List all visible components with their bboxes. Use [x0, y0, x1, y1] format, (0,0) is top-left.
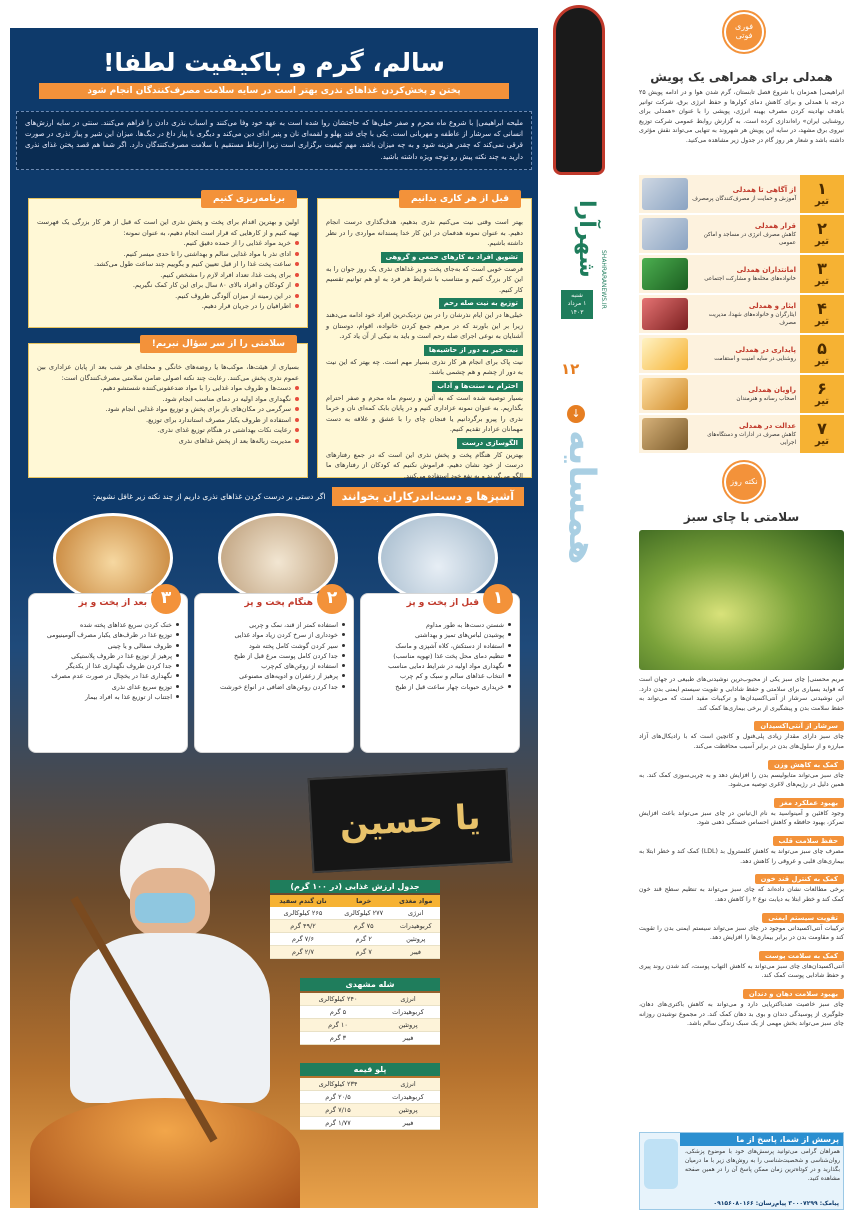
table-row	[270, 946, 440, 959]
list-item	[639, 215, 844, 254]
photo-handwashing	[378, 513, 498, 603]
cooking-pot	[30, 1098, 300, 1208]
list-item: تنظیم دمای محل پخت غذا (تهویه مناسب)	[369, 651, 511, 661]
day-number: ۵	[817, 339, 827, 358]
article2-section	[639, 713, 844, 751]
section-text: چای سبز دارای مقدار زیادی پلی‌فنول و کاتچین است که با رادیکال‌های آزاد مبارزه و از سلول‌های بدن در برابر آسیب محافظت می‌کند.	[639, 733, 844, 751]
tir-number	[800, 255, 844, 293]
table-cell: ۳ گرم	[300, 1032, 376, 1045]
table-header: خرما	[336, 895, 391, 907]
article2-section	[639, 752, 844, 790]
table-header: نان گندم سفید	[270, 895, 336, 907]
tir-body	[688, 263, 800, 285]
panel-plan	[28, 194, 308, 328]
table-cell: ۱/۷۷ گرم	[300, 1117, 376, 1130]
table-cell: ۲۶۵ کیلوکالری	[270, 907, 336, 920]
day-number: ۶	[817, 379, 827, 398]
page-title: سالم، گرم و باکیفیت لطفا!	[103, 48, 445, 77]
table-title: شله مشهدی	[300, 978, 440, 991]
month: تیر	[814, 196, 830, 207]
masthead-strip	[547, 0, 612, 1220]
panel-before-s1: تشویق افراد به کارهای جمعی و گروهی	[381, 252, 523, 263]
table-cell: ۵ گرم	[300, 1006, 376, 1019]
page-number: ۱۲	[561, 360, 580, 378]
tir-heading: امانتداران همدلی	[736, 265, 796, 274]
tir-list	[639, 175, 844, 455]
table-cell: پروتئین	[376, 1104, 440, 1117]
weekday: شنبه	[571, 292, 583, 299]
tir-desc: خانواده‌های محله‌ها و مشارکت اجتماعی	[704, 276, 796, 283]
tir-number	[800, 415, 844, 453]
tir-heading: ایثار و همدلی	[748, 301, 796, 310]
chef-subtitle: اگر دستی بر درست کردن غذاهای نذری داریم از چند نکته زیر غافل نشویم:	[92, 492, 326, 501]
panel-health	[28, 339, 308, 478]
tir-desc: ایثارگران و خانواده‌های شهدا، مدیریت مصرف	[708, 311, 796, 327]
list-item: اطرافیان را در جریان قرار دهیم.	[37, 301, 299, 312]
tir-body	[688, 299, 800, 329]
list-item: اجتناب از توزیع غذا به افراد بیمار	[37, 692, 179, 702]
tir-desc: آموزش و حمایت از مصرف‌کنندگان پرمصرف	[692, 196, 796, 203]
table-title: جدول ارزش غذایی (در ۱۰۰ گرم)	[270, 880, 440, 893]
table-row	[300, 1104, 440, 1117]
intro-paragraph: ملیحه ابراهیمی| با شروع ماه محرم و صفر خیلی‌ها که حاجتشان روا شده است به عهد خود وفا می‌کنند و اسباب نذری دادن را فراهم می‌کنند. سنتی در سایه ارزش‌های انسانی که سرشار از عاطفه و مهربانی است. یکی با چای قند پهلو و لقمه‌ای نان و پنیر ادای دین می‌کند و دیگری با پیاز داغ در دیگ‌ها. میزان این شیر و پیاز نذری در صورت قرقی نمی‌کند که چقدر هزینه شود و به چه میزان باشد. مهم کیفیت برگزاری است زیرا ارتباط مستقیم با سلامت مصرف‌کنندگان دارد. اگر شما هم قصد پختن غذای نذری دارید به چند نکته پیش رو توجه ویژه داشته باشید.	[16, 111, 532, 170]
table-cell: ۷/۱۵ گرم	[300, 1104, 376, 1117]
table-cell: ۲۴۰ کیلوکالری	[300, 993, 376, 1006]
list-item	[639, 175, 844, 214]
tir-number	[800, 295, 844, 333]
section-text: چای سبز می‌تواند متابولیسم بدن را افزایش دهد و به چربی‌سوزی کمک کند. به همین دلیل در رژیم‌های لاغری توصیه می‌شود.	[639, 771, 844, 789]
table-row	[300, 1019, 440, 1032]
tir-number	[800, 175, 844, 213]
section-text: مصرف چای سبز می‌تواند به کاهش کلسترول بد (LDL) کمک کند و خطر ابتلا به بیماری‌های قلبی و عروقی را کاهش دهد.	[639, 848, 844, 865]
article2-intro: مریم محسنی| چای سبز یکی از محبوب‌ترین نوشیدنی‌های طبیعی در جهان است که فواید بسیاری برای سلامتی و حفظ شادابی و تقویت سیستم ایمنی بدن دارد. این نوشیدنی سرشار از آنتی‌اکسیدان‌ها و ترکیبات مفید است که می‌تواند به حفظ سلامت بدن و پیشگیری از برخی بیماری‌ها کمک کند.	[639, 676, 844, 712]
chef-title: آشپزها و دست‌اندرکاران بخوانند	[332, 487, 524, 506]
stage-title: بعد از پخت و پز	[78, 598, 147, 608]
panel-before-p1: بهتر است وقتی نیت می‌کنیم نذری بدهیم، هدف‌گذاری درست انجام دهیم. به عنوان نمونه هدفمان در این کار خدا پسندانه مواردی را در نظر داشته باشیم.	[326, 218, 523, 248]
muharram-emblem	[553, 5, 605, 175]
ask-box	[639, 1132, 844, 1210]
table-row	[270, 920, 440, 933]
chef-heading	[24, 487, 524, 506]
panel-before-p3: خیلی‌ها در این ایام نذرشان را در بین نزدیک‌ترین افراد خود ادامه می‌دهند زیرا بر این باورند که در مرهم جمع کردن خانواده، اقوام، دوستان و آشنایان به نوعی اجرای صله رحم است و باید به نیکی از آن یاد کرد.	[326, 311, 523, 341]
table-cell: پروتئین	[376, 1019, 440, 1032]
panel-plan-title: برنامه‌ریزی کنیم	[201, 190, 297, 208]
list-item: شستن دست‌ها به طور مداوم	[369, 620, 511, 630]
table-row	[300, 1078, 440, 1091]
table-cell: کربوهیدرات	[376, 1091, 440, 1104]
list-item: استفاده از دستکش، کلاه آشپزی و ماسک	[369, 641, 511, 651]
list-item: پرهیز از زعفران و ادویه‌های مصنوعی	[203, 671, 345, 681]
panel-before-p6: بهترین کار هنگام پخت و پخش نذری این است که در جمع رفتارهای درست از خود نشان دهیم. فراموش نکنیم که کودکان از رفتارهای ما الگو می‌گیرند و به نفع خود استفاده می‌کنند.	[326, 450, 523, 480]
panel-before-p2: فرصت خوبی است که به‌جای پخت و پز غذاهای نذری یک روز جوان را به این کار بزرگ کنیم و متناسب با شرایط هر فرد به او هم توانیم تقسیم کار کنیم.	[326, 264, 523, 294]
table-row	[300, 1006, 440, 1019]
panel-before	[317, 194, 532, 480]
tir-heading: قرار همدلی	[754, 221, 796, 230]
list-item: پرهیز از توزیع غذا در ظروف پلاستیکی	[37, 651, 179, 661]
doctor-icon	[644, 1139, 678, 1189]
page-subtitle: پختن و پخش‌کردن غذاهای نذری بهتر است در سایه سلامت مصرف‌کنندگان انجام شود	[39, 83, 509, 99]
table-row	[300, 1117, 440, 1130]
article2-section	[639, 943, 844, 981]
section-text: برخی مطالعات نشان داده‌اند که چای سبز می‌تواند به تنظیم سطح قند خون کمک کند و خطر ابتلا به دیابت نوع ۲ را کاهش دهد.	[639, 886, 844, 903]
table-cell: ۲/۷ گرم	[270, 946, 336, 959]
list-item: از کودکان و افراد بالای ۸۰ سال برای این کار کمک نگیریم.	[37, 280, 299, 291]
tir-body	[688, 419, 800, 449]
list-item	[639, 335, 844, 374]
list-item: جدا کردن ظروف نگهداری غذا از یکدیگر	[37, 661, 179, 671]
table-cell: کربوهیدرات	[376, 1006, 440, 1019]
table-cell: ۱۰ گرم	[300, 1019, 376, 1032]
date-box	[561, 290, 593, 319]
list-item: نگهداری غذا در یخچال در صورت عدم مصرف	[37, 671, 179, 681]
list-item: نگهداری مواد اولیه در شرایط دمایی مناسب	[369, 661, 511, 671]
list-item: سرگرمی در مکان‌های باز برای پخش و توزیع مواد غذایی انجام شود.	[37, 404, 299, 415]
section-heading: کمک به کاهش وزن	[768, 760, 844, 770]
section-heading: سرشار از آنتی‌اکسیدان	[754, 721, 844, 731]
chef-body	[70, 933, 270, 1103]
website: SHAHRARANEWS.IR	[600, 250, 607, 309]
table-cell: ۲۳۴ کیلوکالری	[300, 1078, 376, 1091]
day-number: ۲	[817, 219, 827, 238]
section-heading: بهبود سلامت دهان و دندان	[743, 989, 844, 999]
section-heading: کمک به کنترل قند خون	[755, 874, 844, 884]
list-item: ظروف سفالی و یا چینی	[37, 641, 179, 651]
tir-body	[688, 183, 800, 205]
table-cell: ۷/۶ گرم	[270, 933, 336, 946]
list-item: برای پخت غذا، تعداد افراد لازم را مشخص کنیم.	[37, 270, 299, 281]
list-item: در این زمینه از میزان آلودگی ظروف کنیم.	[37, 291, 299, 302]
tir-desc: کاهش مصرف انرژی در مساجد و اماکن عمومی	[703, 231, 796, 247]
main-feature	[10, 28, 538, 1208]
table-title: پلو قیمه	[300, 1063, 440, 1076]
list-item: استفاده از ظروف یکبار مصرف استاندارد برای توزیع.	[37, 415, 299, 426]
list-item	[639, 295, 844, 334]
article1-title: همدلی برای همراهی یک پویش	[650, 70, 833, 84]
table-row	[270, 933, 440, 946]
list-item: سیر کردن گوشت کامل پخته شود	[203, 641, 345, 651]
section-name: همسایه	[561, 430, 602, 565]
article2-body	[639, 675, 844, 1130]
stage-during	[194, 588, 354, 753]
list-item: خودداری از سرخ کردن زیاد مواد غذایی	[203, 630, 345, 640]
section-heading: کمک به سلامت پوست	[759, 951, 844, 961]
panel-before-s4: احترام به سنت‌ها و آداب	[432, 381, 523, 392]
date: ۱ مرداد ۱۴۰۳	[567, 300, 587, 316]
table-row	[270, 907, 440, 920]
table-cell: کربوهیدرات	[391, 920, 440, 933]
table-row	[300, 993, 440, 1006]
tir-desc: اصحاب رسانه و هنرمندان	[736, 396, 796, 403]
month: تیر	[814, 316, 830, 327]
list-item: توزیع غذا در ظرف‌های یکبار مصرف آلومینیومی	[37, 630, 179, 640]
tir-number	[800, 375, 844, 413]
scales-icon	[642, 418, 688, 450]
list-item: خرید مواد غذایی را از حمده دقیق کنیم.	[37, 238, 299, 249]
list-item: دست‌ها و ظروف مواد غذایی را با مواد ضدعفونی‌کننده شستشو دهیم.	[37, 383, 299, 394]
panel-before-p5: بسیار توصیه شده است که به آئین و رسوم ماه محرم و صفر احترام بگذاریم. به عنوان نمونه عزاداری کنیم و در پایان بابک کمه‌ای نان و خرما نذری را پیرو برگردانیم یا فنجان چای را با عشق و علاقه به دست مهمانان عزادار تقدیم کنیم.	[326, 393, 523, 434]
stage-title: هنگام پخت و پز	[244, 598, 313, 608]
stage-title: قبل از پخت و پز	[406, 598, 479, 608]
flag-icon	[642, 258, 688, 290]
table-cell: ۲ گرم	[336, 933, 391, 946]
article2-title: سلامتی با چای سبز	[683, 510, 800, 524]
ask-title: پرسش از شما، پاسخ از ما	[680, 1133, 843, 1146]
month: تیر	[814, 436, 830, 447]
panel-health-title: سلامتی را از سر سؤال نبریم!	[140, 335, 297, 353]
list-item	[639, 255, 844, 294]
lantern-icon	[642, 378, 688, 410]
table-cell: ۷ گرم	[336, 946, 391, 959]
month: تیر	[814, 356, 830, 367]
table-cell: فیبر	[376, 1117, 440, 1130]
tir-heading: پایداری در همدلی	[735, 345, 796, 354]
list-item: جدا کردن کامل پوست مرغ قبل از طبخ	[203, 651, 345, 661]
list-item: استفاده کمتر از قند، نمک و چربی	[203, 620, 345, 630]
article2-section	[639, 981, 844, 1029]
badge-urgent: فوری فوتی	[724, 12, 764, 52]
list-item: جدا کردن روغن‌های اضافی در انواع خورشت	[203, 682, 345, 692]
list-item	[639, 415, 844, 454]
polo-gheimeh-table	[300, 1078, 440, 1130]
tir-number	[800, 215, 844, 253]
shole-table	[300, 993, 440, 1045]
right-column	[639, 10, 844, 1210]
stage-number: ۳	[151, 584, 181, 614]
panel-before-s5: الگوسازی درست	[457, 438, 523, 449]
day-number: ۱	[817, 179, 827, 198]
table-cell: ۲۰/۵ گرم	[300, 1091, 376, 1104]
list-item: انتخاب غذاهای سالم و سبک و کم چرب	[369, 671, 511, 681]
stage-number: ۱	[483, 584, 513, 614]
list-item: خریداری حبوبات چهار ساعت قبل از طبخ	[369, 682, 511, 692]
table-cell: فیبر	[391, 946, 440, 959]
table-row	[300, 1032, 440, 1045]
lightbulb-icon	[642, 178, 688, 210]
list-item: توزیع سریع غذای نذری	[37, 682, 179, 692]
chef-mask	[135, 893, 195, 923]
list-item	[639, 375, 844, 414]
section-text: وجود کافئین و آمینواسید به نام ال‌تیانین در چای سبز می‌تواند باعث افزایش تمرکز، بهبود حافظه و کاهش احساس خستگی ذهنی شود.	[639, 809, 844, 827]
tir-body	[688, 219, 800, 249]
list-item: رعایت نکات بهداشتی در هنگام توزیع غذای نذری.	[37, 425, 299, 436]
day-number: ۴	[817, 299, 827, 318]
table-cell: انرژی	[391, 907, 440, 920]
article2-section	[639, 866, 844, 904]
table-cell: ۷۵ گرم	[336, 920, 391, 933]
shrine-flag-icon	[642, 298, 688, 330]
logo: شهرآرا	[574, 200, 599, 278]
stage-before	[360, 588, 520, 753]
banner-ya-hussein: یا حسین	[308, 768, 513, 873]
tir-heading: راویان همدلی	[748, 385, 796, 394]
list-item: پوشیدن لباس‌های تمیز و بهداشتی	[369, 630, 511, 640]
green-tea-photo	[639, 530, 844, 670]
table-cell: پروتئین	[391, 933, 440, 946]
nutrition-table	[270, 895, 440, 959]
day-number: ۷	[817, 419, 827, 438]
table-row	[300, 1091, 440, 1104]
arrow-down-icon: ↓	[567, 405, 585, 423]
day-number: ۳	[817, 259, 827, 278]
article1-body: ابراهیمی| همزمان با شروع فصل تابستان، گرم شدن هوا و در ادامه پویش ۲۵ درجه با همدلی و برای کاهش دمای کولرها و حفظ انرژی برق، شرکت توانیر باهدف نهادینه کردن مصرف بهینه انرژی، پویشی را با عنوان «همدلی برای روشنایی ایران» راه‌اندازی کرده است. به گزارش روابط عمومی شرکت توزیع نیروی برق مشهد، در سایه این پویش هر شهروند به تنهایی می‌تواند نقش مؤثری داشته باشد و شعار هر روز گام در جدول زیر مشاهده می‌کنید.	[639, 89, 844, 145]
stage-after	[28, 588, 188, 753]
section-text: ترکیبات آنتی‌اکسیدانی موجود در چای سبز می‌تواند سیستم ایمنی بدن را تقویت کند و مقاومت بدن در برابر بیماری‌ها را افزایش دهد.	[639, 924, 844, 942]
tir-desc: روشنایی در سایه امنیت و استقامت	[714, 356, 796, 363]
article2-section	[639, 828, 844, 866]
list-item: ادای نذر با مواد غذایی سالم و بهداشتی را تا حدی میسر کنیم.	[37, 249, 299, 260]
megaphone-icon	[642, 218, 688, 250]
section-heading: بهبود عملکرد مغز	[774, 798, 844, 808]
ask-body: همراهان گرامی می‌توانید پرسش‌های خود با موضوع پزشکی، روان‌شناسی و شخصیت‌شناسی را به روش‌های زیر با ما درمیان بگذارید و در کوتاه‌ترین زمان ممکن پاسخ آن را در همین صفحه مشاهده کنید.	[685, 1149, 840, 1182]
section-heading: تقویت سیستم ایمنی	[762, 913, 844, 923]
panel-plan-list	[37, 238, 299, 312]
table-cell: فیبر	[376, 1032, 440, 1045]
stage-number: ۲	[317, 584, 347, 614]
list-item: نگهداری مواد اولیه در دمای مناسب انجام شود.	[37, 394, 299, 405]
article2-section	[639, 905, 844, 943]
panel-plan-p1: اولین و بهترین اقدام برای پخت و پخش نذری این است که قبل از هر کار بزرگی یک فهرست تهیه کنیم و از کارهایی که قرار است انجام دهیم، به عنوان نمونه:	[37, 218, 299, 237]
table-cell: ۴۹/۲ گرم	[270, 920, 336, 933]
panel-before-title: قبل از هر کاری بدانیم	[399, 190, 521, 208]
panel-health-list	[37, 383, 299, 446]
lamp-icon	[642, 338, 688, 370]
table-cell: انرژی	[376, 993, 440, 1006]
section-text: آنتی‌اکسیدان‌های چای سبز می‌تواند به کاهش التهاب پوست، کند شدن روند پیری و حفظ شادابی پوست کمک کند.	[639, 962, 844, 980]
section-text: چای سبز خاصیت ضدباکتریایی دارد و می‌تواند به کاهش باکتری‌های دهان، جلوگیری از پوسیدگی دندان و بوی بد دهان کمک کند. در مجموع نوشیدن روزانه چای سبز می‌تواند بخش مهمی از یک سبک زندگی سالم باشد.	[639, 1000, 844, 1028]
panel-before-s2: توزیع به نیت صله رحم	[439, 298, 523, 309]
list-item: مدیریت زباله‌ها بعد از پخش غذاهای نذری	[37, 436, 299, 447]
list-item: ساعت پخت غذا را از قبل تعیین کنیم و بگوییم چند ساعت طول می‌کشد.	[37, 259, 299, 270]
month: تیر	[814, 396, 830, 407]
table-cell: انرژی	[376, 1078, 440, 1091]
list-item: استفاده از روغن‌های کم‌چرب	[203, 661, 345, 671]
tir-body	[688, 383, 800, 405]
section-heading: حفظ سلامت قلب	[773, 836, 844, 846]
panel-before-s3: نیت خیر به دور از حاشیه‌ها	[424, 345, 523, 356]
table-cell: ۲۷۷ کیلوکالری	[336, 907, 391, 920]
badge-tip: نکته روز	[724, 462, 764, 502]
tir-body	[688, 343, 800, 365]
tir-heading: عدالت در همدلی	[738, 421, 796, 430]
tir-number	[800, 335, 844, 373]
table-header: مواد مغذی	[391, 895, 440, 907]
tir-desc: کاهش مصرف در ادارات و دستگاه‌های اجرایی	[707, 431, 796, 447]
list-item: خنک کردن سریع غذاهای پخته شده	[37, 620, 179, 630]
panel-before-p4: نیت پاک برای انجام هر کار نذری بسیار مهم است. چه بهتر که این نیت به دور از چشم و هم چشمی باشد.	[326, 357, 523, 377]
month: تیر	[814, 236, 830, 247]
ask-contact: پیامک: ۳۰۰۰۷۲۹۹ پیام‌رسان: ۰۹۱۵۶۰۸۰۱۶۶	[713, 1200, 839, 1207]
month: تیر	[814, 276, 830, 287]
tir-heading: از آگاهی تا همدلی	[732, 185, 796, 194]
panel-health-p1: بسیاری از هیئت‌ها، موکب‌ها یا روضه‌های خانگی و محله‌ای هر شب بعد از پایان عزاداری بین عموم نذری پخش می‌کنند. رعایت چند نکته اصولی ضامن سلامتی مصرف‌کنندگان است:	[37, 363, 299, 382]
article2-section	[639, 790, 844, 828]
